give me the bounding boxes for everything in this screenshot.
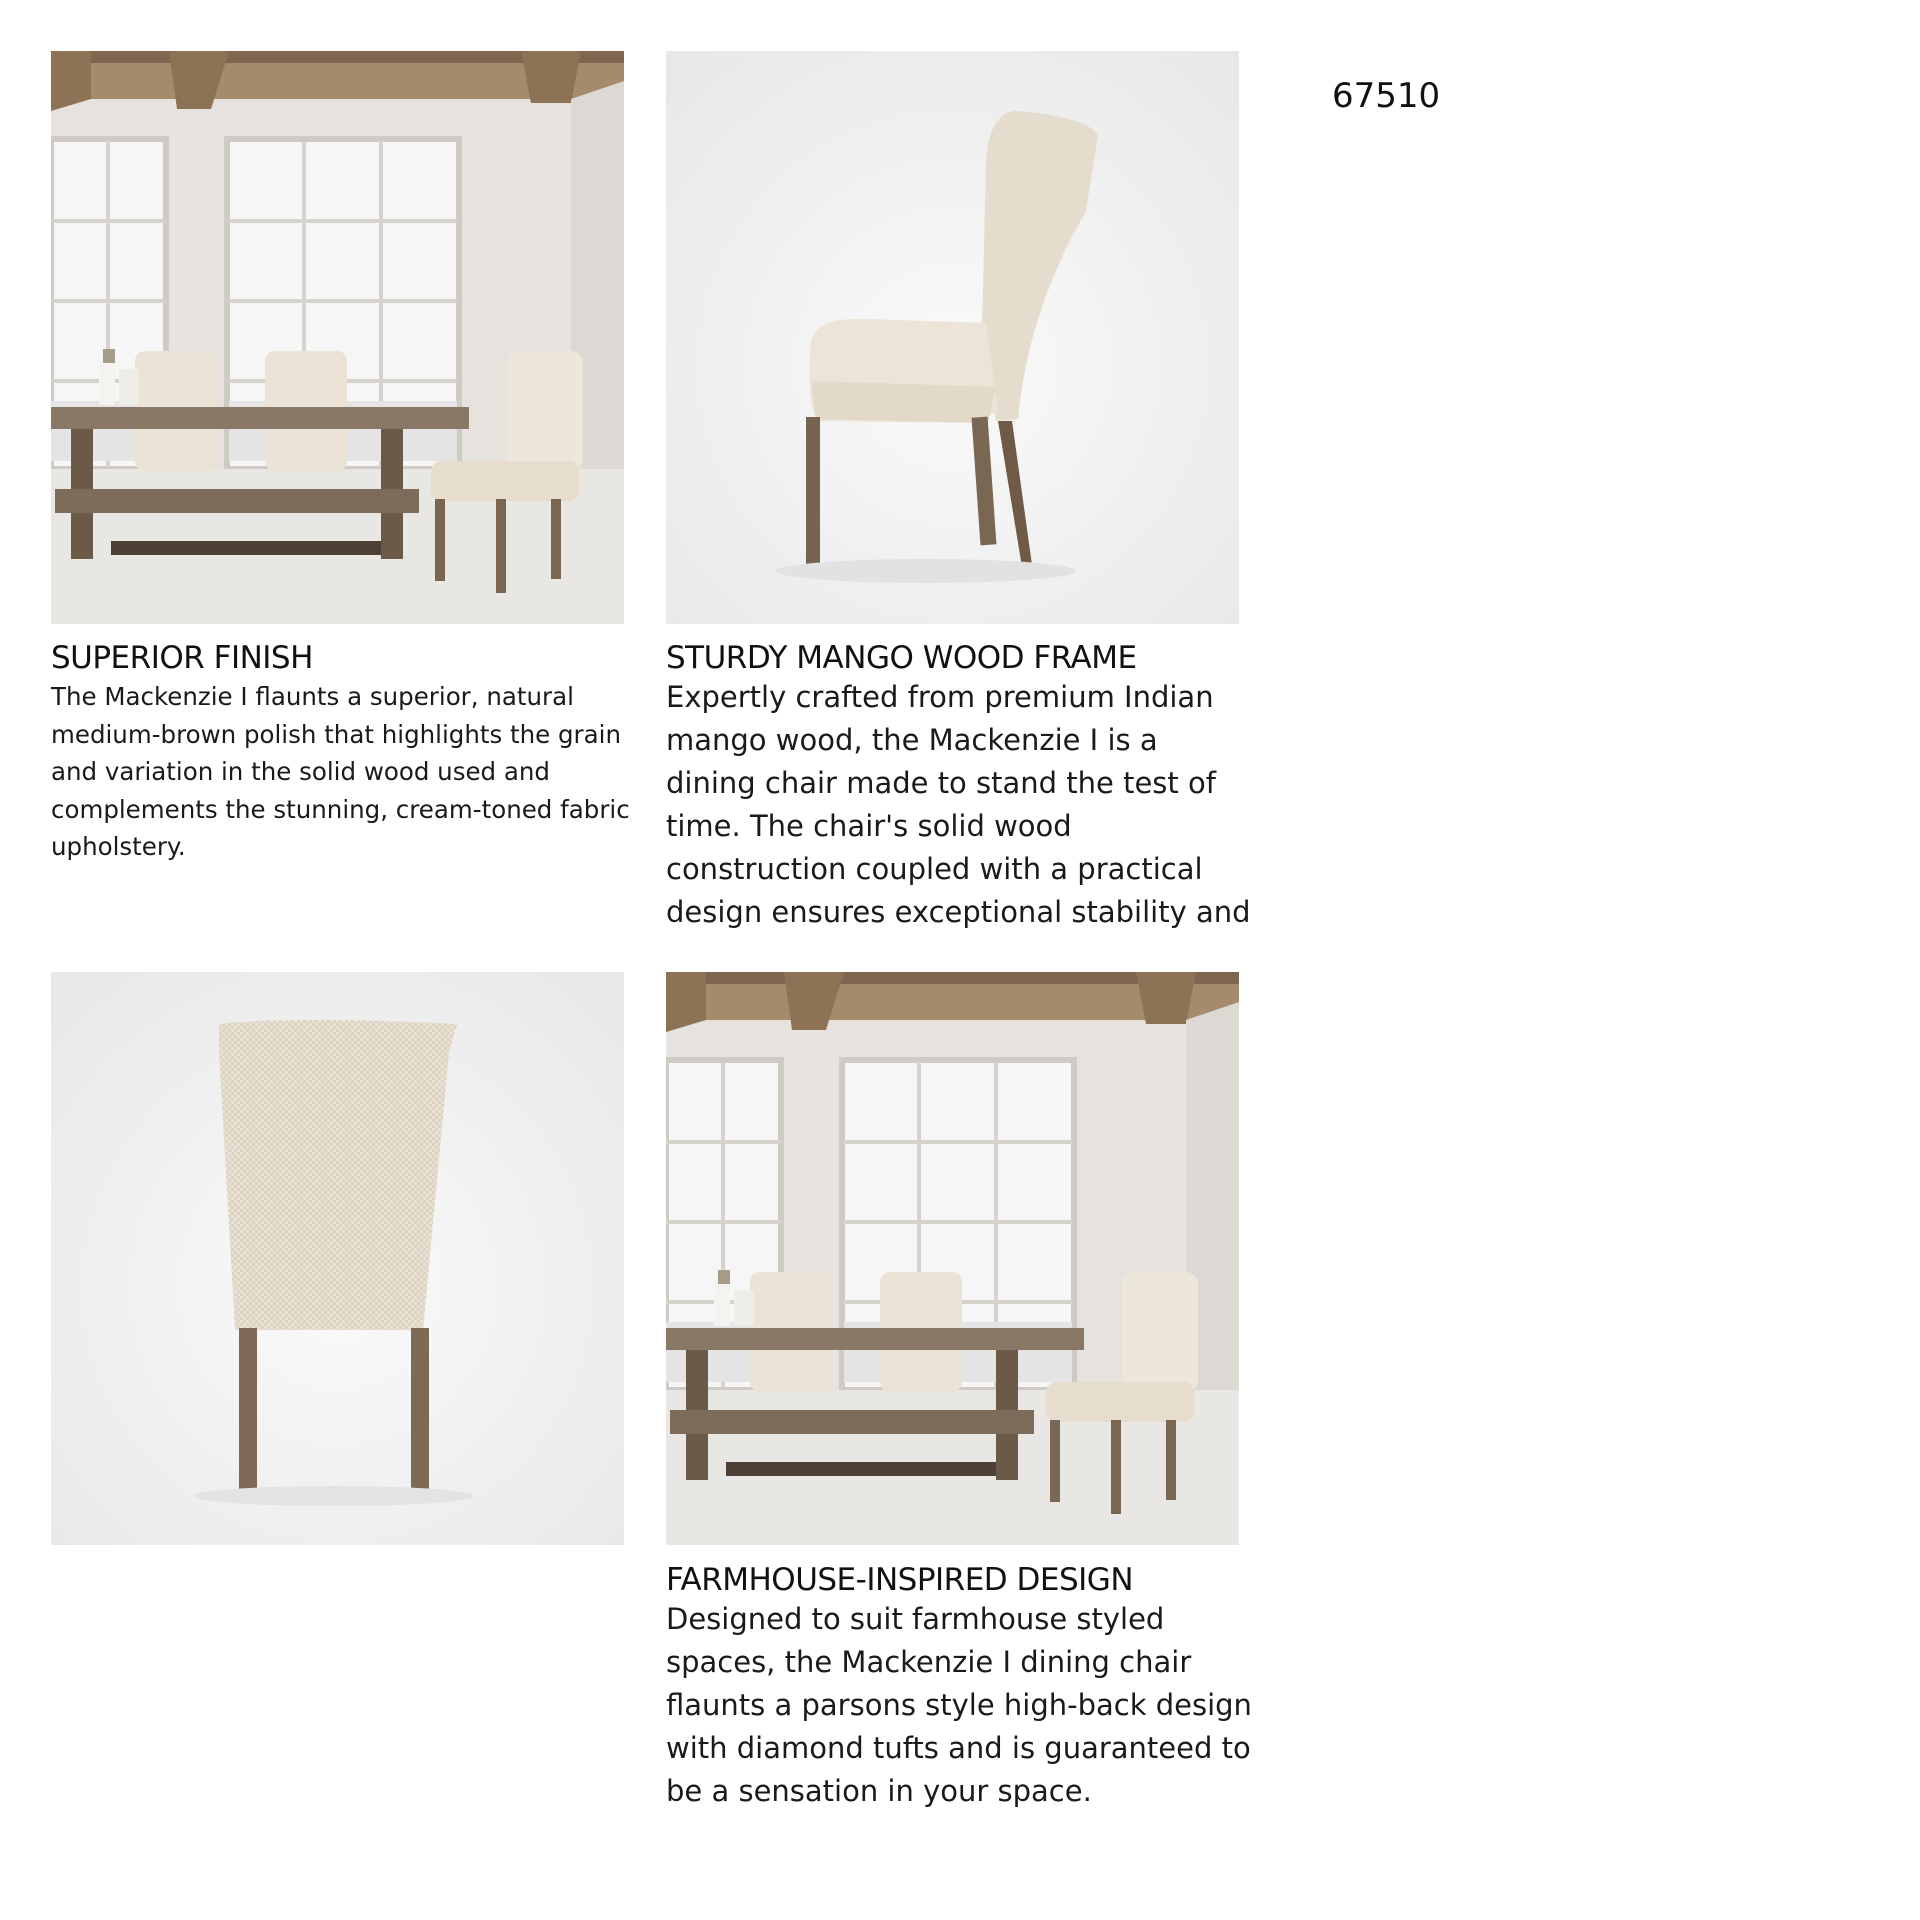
chair-back-view-image	[51, 972, 624, 1545]
dining-room-photo-2	[666, 972, 1239, 1545]
dining-room-photo	[51, 51, 624, 624]
dining-room-scene-image	[51, 51, 624, 624]
chair-side-photo	[666, 51, 1239, 624]
chair-side-view-image	[666, 51, 1239, 624]
section-heading-farmhouse: FARMHOUSE-INSPIRED DESIGN	[666, 1562, 1134, 1598]
section-body-farmhouse: Designed to suit farmhouse styled spaces, the Mackenzie I dining chair flaunts a parsons style high-back design with diamond tufts and is guaranteed to be a sensation in your space.	[666, 1602, 1252, 1808]
section-heading-superior-finish: SUPERIOR FINISH	[51, 640, 313, 676]
section-body-superior-finish: The Mackenzie I flaunts a superior, natural medium-brown polish that highlights the grain and variation in the solid wood used and complements the stunning, cream-toned fabric upholstery.	[51, 682, 630, 861]
dining-room-scene-image	[666, 972, 1239, 1545]
product-code: 67510	[1332, 76, 1441, 116]
chair-back-photo	[51, 972, 624, 1545]
section-heading-mango-wood: STURDY MANGO WOOD FRAME	[666, 640, 1137, 676]
section-body-mango-wood: Expertly crafted from premium Indian mango wood, the Mackenzie I is a dining chair made to stand the test of time. The chair's solid wood construction coupled with a practical design ensures exceptional stability and	[666, 680, 1251, 929]
